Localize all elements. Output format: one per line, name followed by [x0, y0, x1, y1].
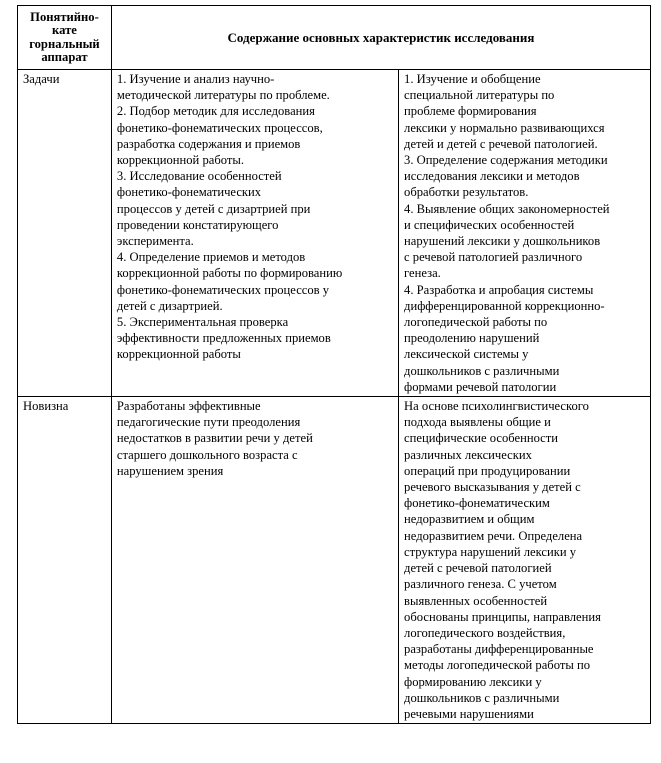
row-label-novelty: Новизна — [18, 397, 112, 724]
list-item: 1. Изучение и обобщение специальной литературы по проблеме формирования лексики у нормально развивающихся детей и детей с речевой патологией. — [404, 72, 605, 151]
table-row-tasks — [18, 70, 651, 397]
list-item: 4. Определение приемов и методов коррекционной работы по формированию фонетико-фонематических процессов у детей с дизартрией. — [116, 250, 343, 313]
tasks-left-cell — [111, 70, 398, 397]
header-row — [18, 6, 651, 70]
research-characteristics-table — [17, 5, 651, 724]
header-concept-apparatus: Понятийно- кате горнальный аппарат — [18, 6, 112, 70]
list-item: 1. Изучение и анализ научно- методической литературы по проблеме. — [116, 72, 330, 103]
list-item: 2. Подбор методик для исследования фонетико-фонематических процессов, разработка содержания и приемов коррекционной работы. — [116, 104, 323, 168]
table-row-novelty — [18, 397, 651, 724]
row-label-tasks: Задачи — [18, 70, 112, 397]
tasks-right-cell — [399, 70, 651, 397]
list-item: 3. Исследование особенностей фонетико-фонематических процессов у детей с дизартрией при проведении констатирующего эксперимента. — [116, 169, 311, 249]
header-research-content: Содержание основных характеристик исследования — [111, 6, 650, 70]
list-item: 4. Выявление общих закономерностей и специфических особенностей нарушений лексики у дошкольников с речевой патологией различного генеза. — [404, 201, 610, 281]
novelty-right-cell: На основе психолингвистического подхода выявлены общие и специфические особенности различных лексических операций при продуцировании речевого высказывания у детей с фонетико-фонематическим недоразвитием и общим недоразвитием речи. Определена структура нарушений лексики у детей с речевой патологией различного генеза. С учетом выявленных особенностей обоснованы принципы, направления логопедического воздействия, разработаны дифференцированные методы логопедической работы по формированию лексики у дошкольников с различными речевыми нарушениями — [399, 397, 651, 724]
list-item: 3. Определение содержания методики исследования лексики и методов обработки результатов. — [404, 153, 608, 200]
list-item: 5. Экспериментальная проверка эффективности предложенных приемов коррекционной работы — [116, 315, 331, 362]
list-item: 4. Разработка и апробация системы дифференцированной коррекционно- логопедической работы по преодолению нарушений лексической системы у дошкольников с различными формами речевой патологии — [404, 282, 605, 394]
novelty-left-cell: Разработаны эффективные педагогические пути преодоления недостатков в развитии речи у детей старшего дошкольного возраста с нарушением зрения — [111, 397, 398, 724]
